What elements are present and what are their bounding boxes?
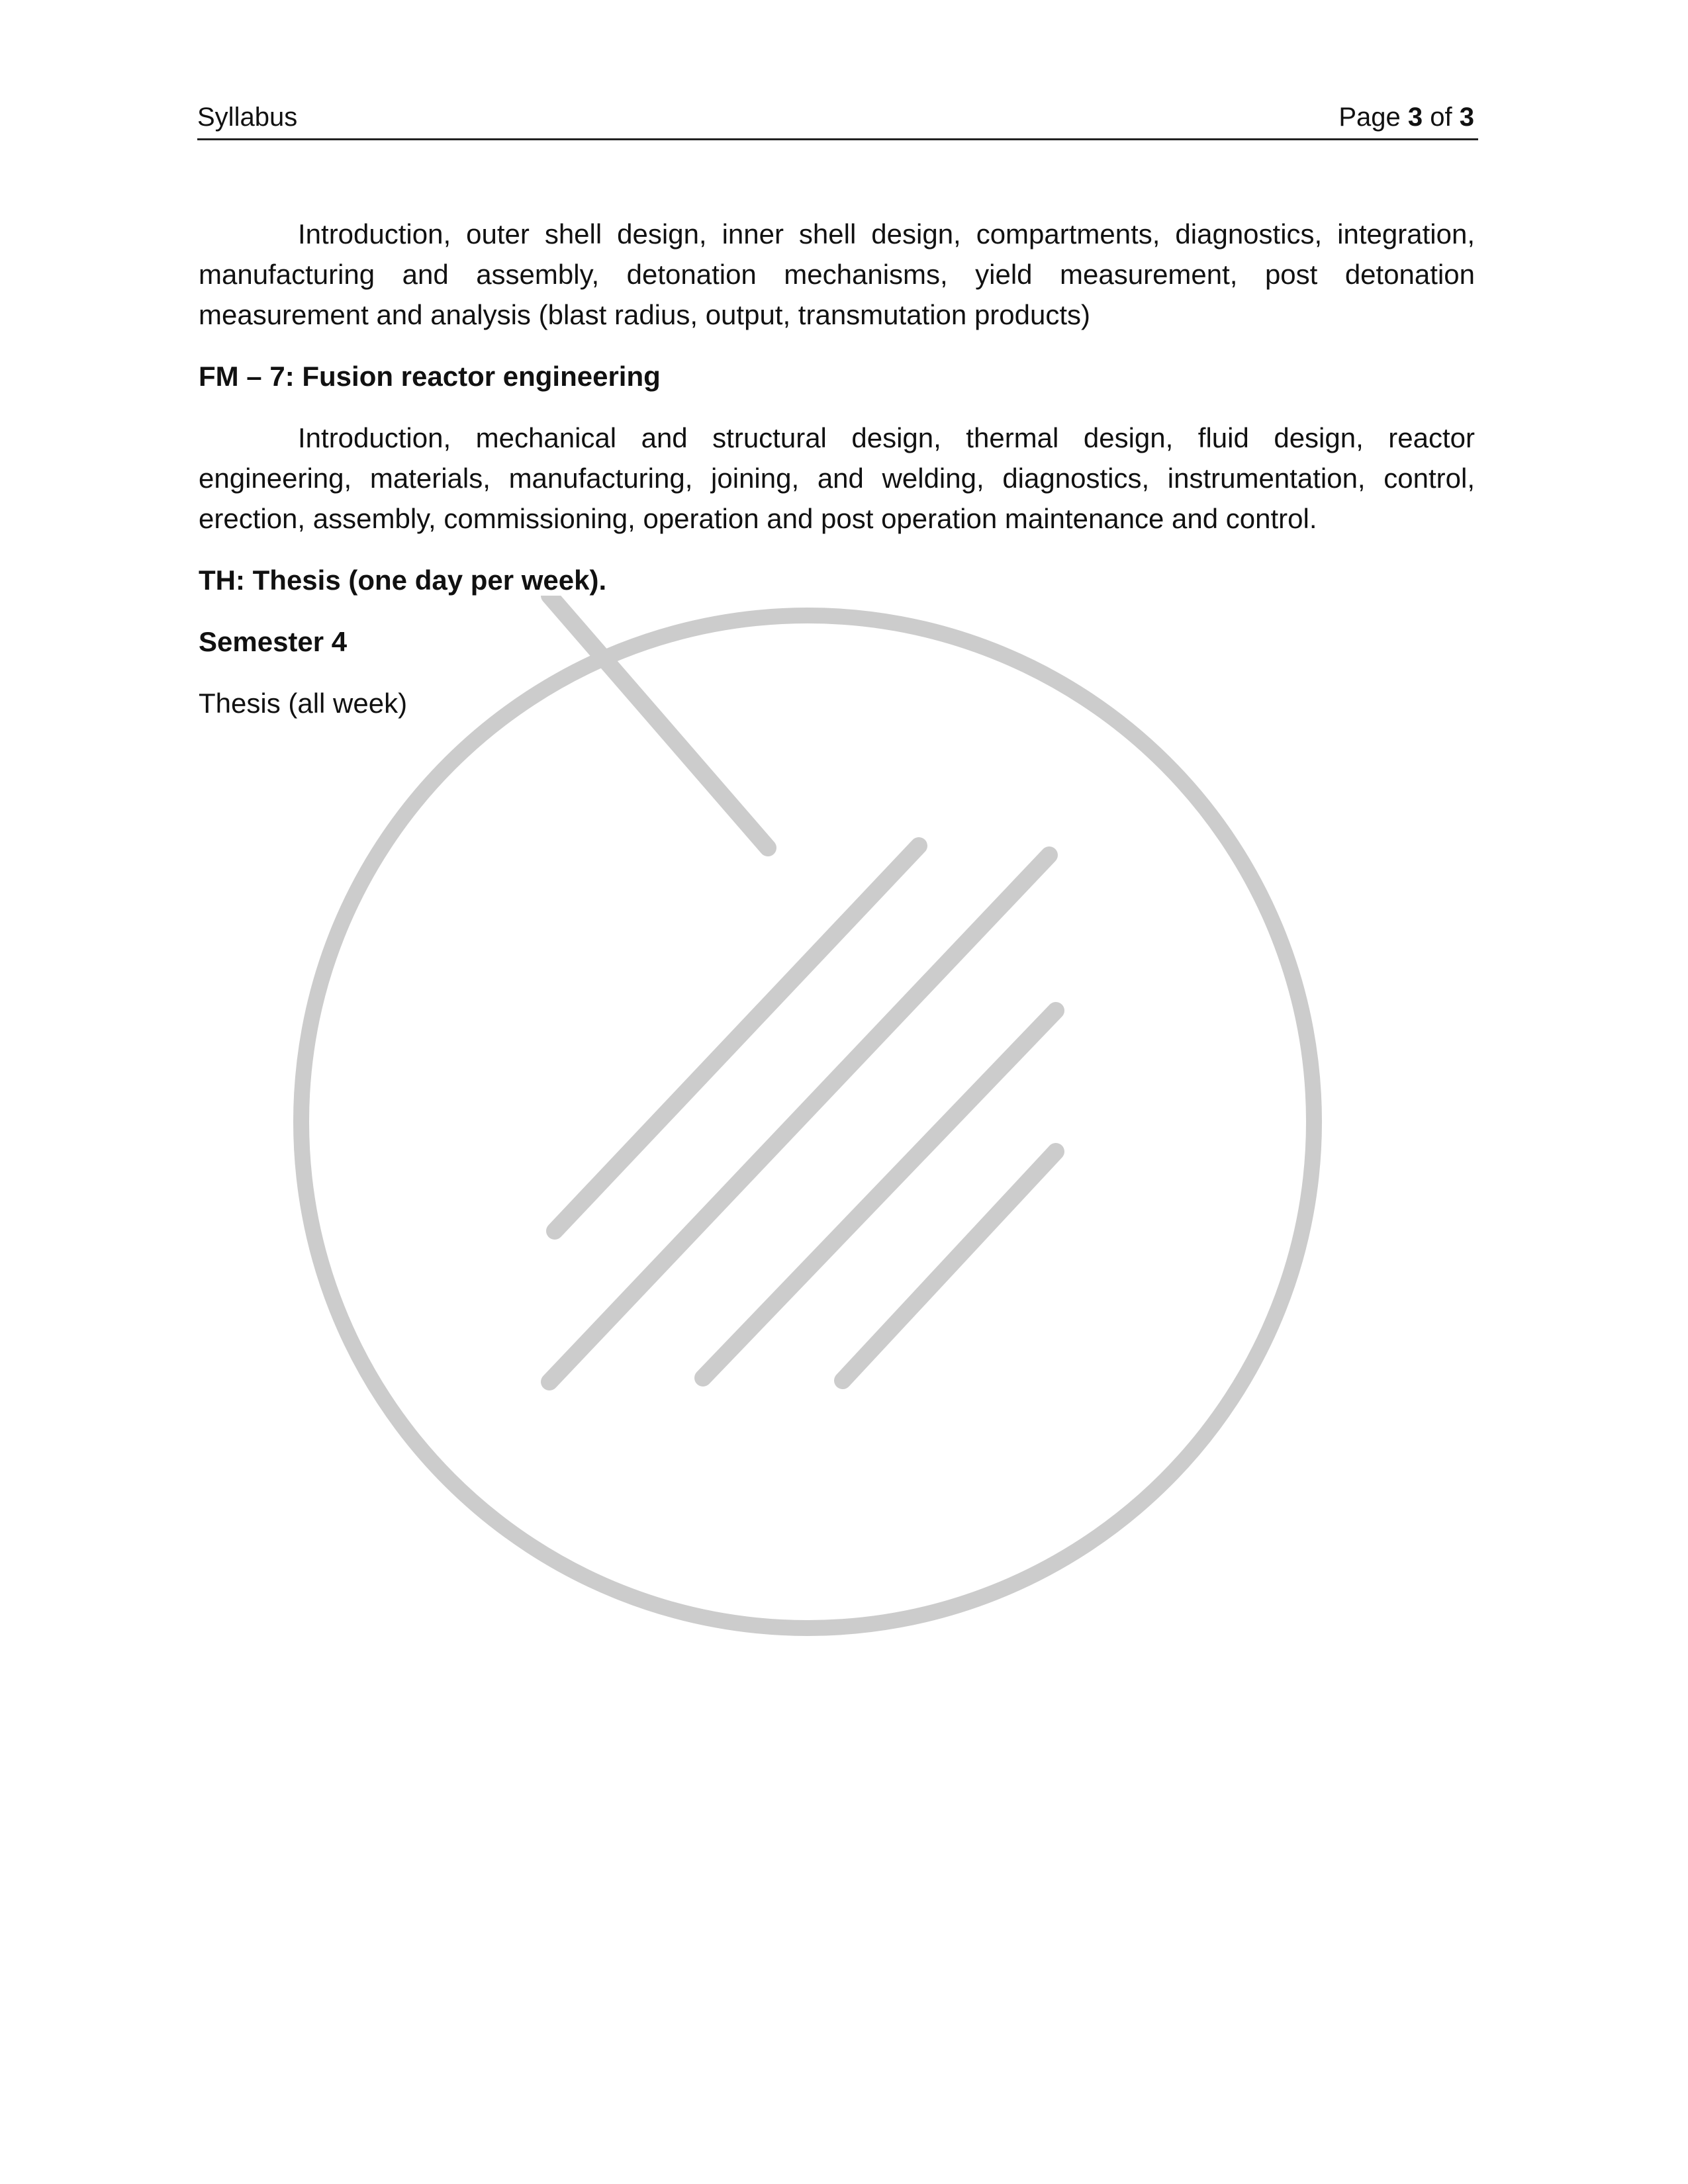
page-number	[1338, 98, 1474, 136]
page-current: 3	[1407, 103, 1423, 132]
semester-4-text: Thesis (all week)	[199, 688, 408, 719]
page-of-label: of	[1430, 103, 1452, 132]
fm6-description-paragraph: Introduction, outer shell design, inner shell design, compartments, diagnostics, integration, manufacturing and assembly, detonation mechanisms, yield measurement, post detonation measurement and analysis (blast radius, output, transmutation products)	[199, 218, 1475, 330]
striped-circle-watermark-icon	[285, 596, 1331, 1648]
page-total: 3	[1459, 103, 1474, 132]
page-label: Page	[1338, 103, 1401, 132]
document-body	[199, 214, 1475, 745]
document-title: Syllabus	[197, 103, 298, 132]
fm7-description-paragraph: Introduction, mechanical and structural design, thermal design, fluid design, reactor engineering, materials, manufacturing, joining, and welding, diagnostics, instrumentation, control, erection, assembly, commissioning, operation and post operation maintenance and control.	[199, 422, 1475, 534]
semester-4-heading: Semester 4	[199, 626, 348, 657]
thesis-heading: TH: Thesis (one day per week).	[199, 565, 607, 596]
fm7-heading: FM – 7: Fusion reactor engineering	[199, 361, 661, 392]
page-header	[197, 98, 1478, 140]
